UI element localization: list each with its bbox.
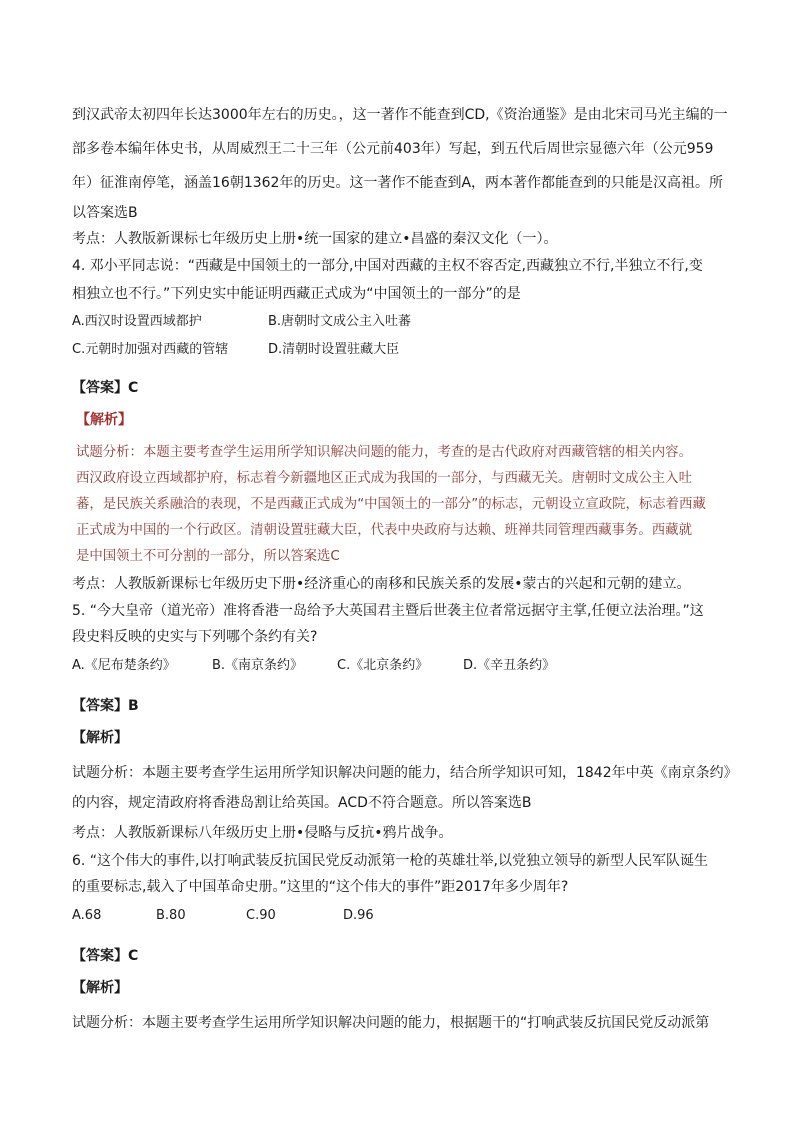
document-page: [72, 98, 738, 1038]
analysis-line: 试题分析：本题主要考查学生运用所学知识解决问题的能力，根据题干的“打响武装反抗国民党反动派第: [72, 1015, 710, 1031]
analysis-label: 【解析】: [76, 412, 132, 428]
analysis-line: 是中国领土不可分割的一部分，所以答案选C: [76, 549, 340, 564]
option-c: C.90: [246, 908, 276, 923]
question-stem: 相独立也不行。”下列史实中能证明西藏正式成为“中国领土的一部分”的是: [72, 286, 521, 302]
question-6: [72, 848, 724, 1038]
option-a: A.西汉时设置西域都护: [72, 314, 202, 329]
option-c: C.《北京条约》: [337, 658, 429, 673]
options-row: [72, 650, 724, 682]
text-line: 年）征淮南停笔，涵盖16朝1362年的历史。这一著作不能查到A，两本著作都能查到的只能是汉高祖。所: [72, 175, 724, 191]
analysis-line: 正式成为中国的一个行政区。清朝设置驻藏大臣，代表中央政府与达赖、班禅共同管理西藏事务。西藏就: [76, 523, 692, 538]
answer-label: 【答案】B: [72, 698, 139, 714]
analysis-line: 蕃，是民族关系融洽的表现，不是西藏正式成为“中国领土的一部分”的标志，元朝设立宣政院，标志着西藏: [76, 497, 706, 512]
analysis-text: [72, 440, 724, 570]
text-line: 以答案选B: [72, 205, 138, 221]
option-d: D.清朝时设置驻藏大臣: [268, 342, 400, 357]
option-a: A.68: [72, 908, 102, 923]
question-stem: 4. 邓小平同志说：“西藏是中国领土的一部分,中国对西藏的主权不容否定,西藏独立不行,半独立不行,变: [72, 258, 703, 274]
kaodian-line: 考点：人教版新课标七年级历史下册•经济重心的南移和民族关系的发展•蒙古的兴起和元朝的建立。: [72, 576, 691, 592]
options-row: [72, 336, 724, 364]
options-row: [72, 900, 724, 932]
option-b: B.80: [156, 908, 186, 923]
options-row: [72, 308, 724, 336]
kaodian-line: 考点：人教版新课标八年级历史上册•侵略与反抗•鸦片战争。: [72, 825, 453, 841]
question-stem: 段史料反映的史实与下列哪个条约有关?: [72, 629, 318, 645]
analysis-label: 【解析】: [72, 730, 128, 746]
option-d: D.《辛丑条约》: [463, 658, 556, 673]
analysis-line: 试题分析：本题主要考查学生运用所学知识解决问题的能力，考查的是古代政府对西藏管辖的相关内容。: [76, 445, 692, 460]
option-b: B.唐朝时文成公主入吐蕃: [268, 314, 412, 329]
answer-label: 【答案】C: [72, 948, 139, 964]
option-b: B.《南京条约》: [212, 658, 304, 673]
analysis-line: 试题分析：本题主要考查学生运用所学知识解决问题的能力，结合所学知识可知，1842年中英《南京条约》: [72, 765, 738, 781]
kaodian-line: 考点：人教版新课标七年级历史上册•统一国家的建立•昌盛的秦汉文化（一）。: [72, 231, 558, 247]
analysis-line: 的内容，规定清政府将香港岛割让给英国。ACD不符合题意。所以答案选B: [72, 795, 532, 811]
answer-label: 【答案】C: [72, 380, 139, 396]
option-c: C.元朝时加强对西藏的管辖: [72, 342, 229, 357]
analysis-line: 西汉政府设立西域都护府，标志着今新疆地区正式成为我国的一部分，与西藏无关。唐朝时文成公主入吐: [76, 471, 692, 486]
text-line: 部多卷本编年体史书，从周威烈王二十三年（公元前403年）写起，到五代后周世宗显德六年（公元959: [72, 141, 714, 157]
prev-answer-block: [72, 98, 728, 252]
text-line: 到汉武帝太初四年长达3000年左右的历史。，这一著作不能查到CD,《资治通鉴》是由北宋司马光主编的一: [72, 107, 728, 123]
question-4: [72, 252, 724, 598]
question-stem: 的重要标志,载入了中国革命史册。”这里的“这个伟大的事件”距2017年多少周年?: [72, 879, 569, 895]
question-5: [72, 598, 738, 848]
option-a: A.《尼布楚条约》: [72, 658, 176, 673]
question-stem: 5. “今大皇帝（道光帝）准将香港一岛给予大英国君主暨后世袭主位者常远据守主掌,任便立法治理。”这: [72, 603, 704, 619]
option-d: D.96: [343, 908, 374, 923]
question-stem: 6. “这个伟大的事件,以打响武装反抗国民党反动派第一枪的英雄壮举,以党独立领导的新型人民军队诞生: [72, 853, 708, 869]
analysis-label: 【解析】: [72, 980, 128, 996]
